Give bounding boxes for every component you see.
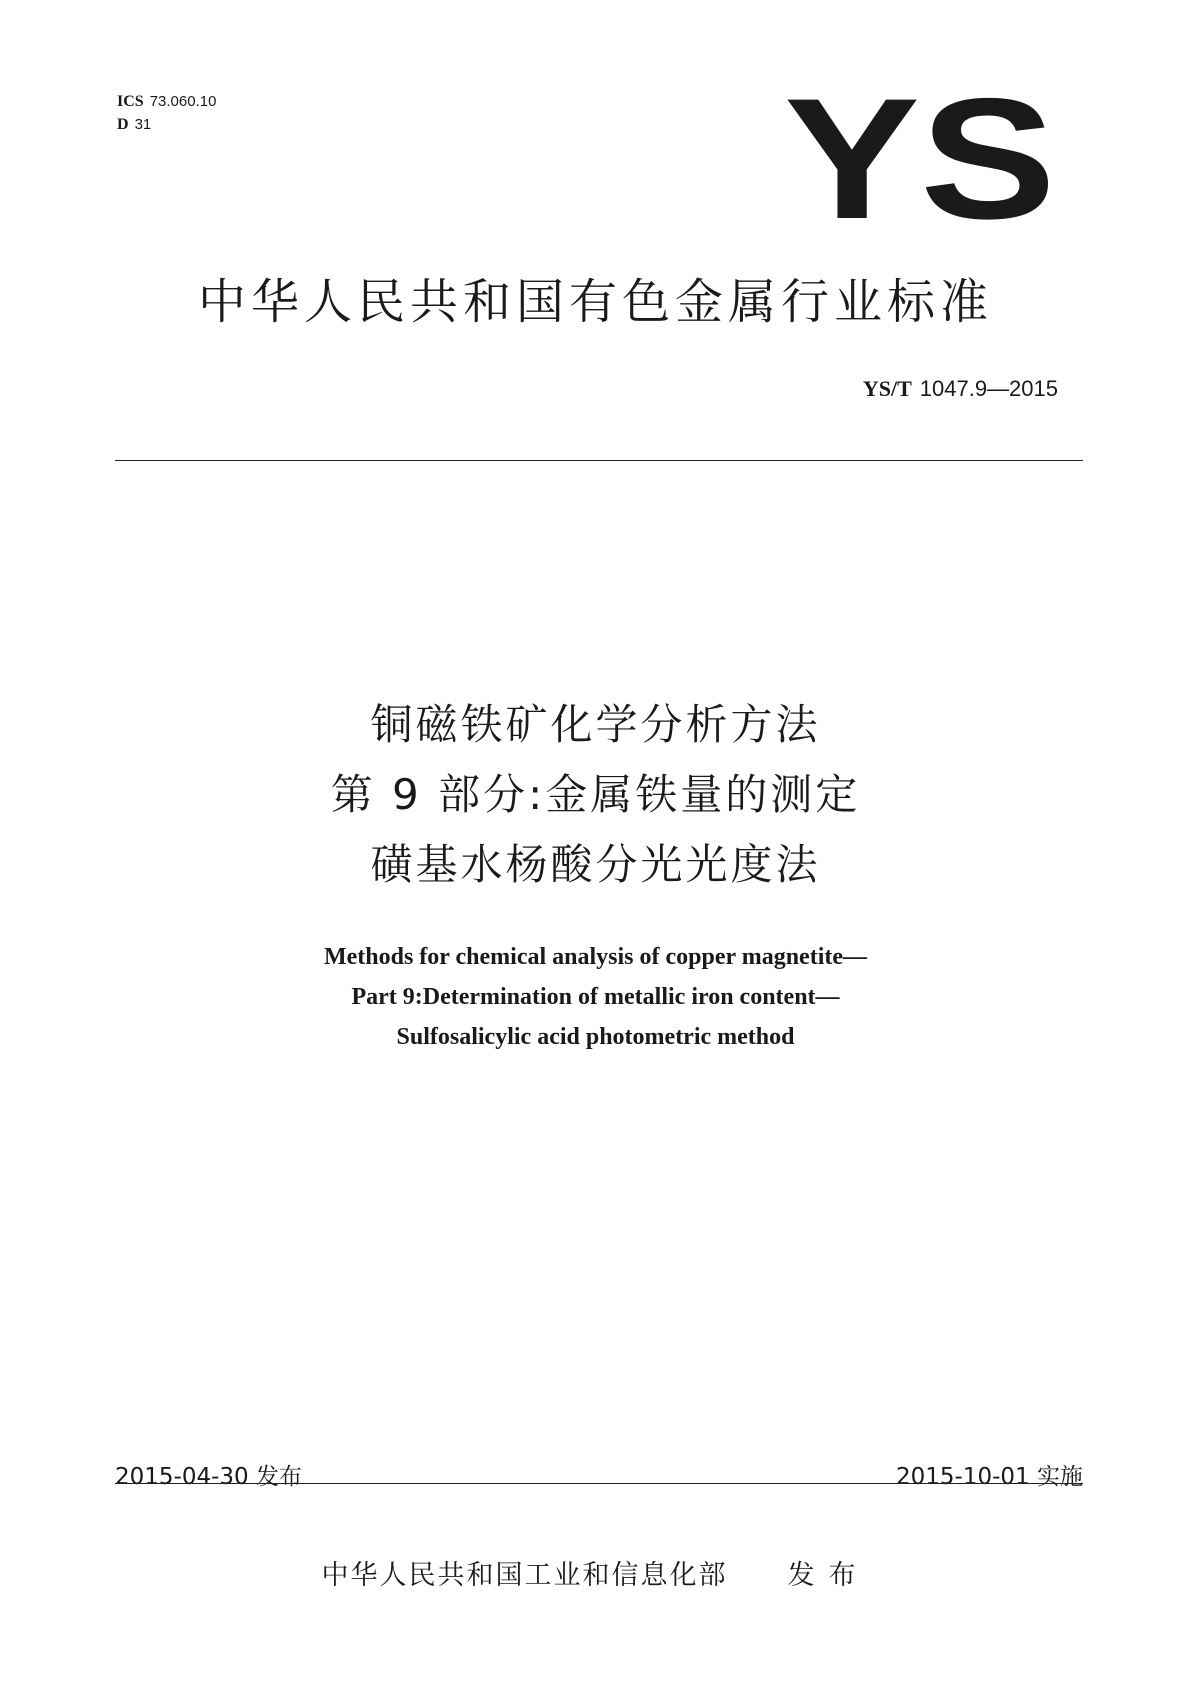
ics-line <box>117 90 216 113</box>
ccs-line <box>117 113 216 136</box>
title-cn-line-1: 铜磁铁矿化学分析方法 <box>370 700 821 749</box>
classification-codes <box>117 90 216 136</box>
ys-logo <box>780 80 1060 240</box>
publisher <box>0 1553 1191 1592</box>
standard-code: YS/T <box>862 376 912 401</box>
issue-date: 2015-04-30 发布 <box>115 1464 302 1490</box>
ics-label: ICS <box>117 93 144 110</box>
publisher-action: 发布 <box>787 1560 870 1591</box>
title-en-line-2: Part 9:Determination of metallic iron content— <box>351 984 840 1010</box>
ccs-value: 31 <box>134 116 152 133</box>
ics-value: 73.060.10 <box>149 93 217 110</box>
title-en-line-1: Methods for chemical analysis of copper magnetite— <box>323 944 868 970</box>
title-cn-line-2: 第 9 部分:金属铁量的测定 <box>330 770 861 819</box>
ccs-label: D <box>117 116 129 133</box>
standard-number-value: 1047.9—2015 <box>919 376 1058 401</box>
ys-logo-text: YS <box>784 80 1056 240</box>
title-en-line-3: Sulfosalicylic acid photometric method <box>396 1024 795 1050</box>
page-title: 中华人民共和国有色金属行业标准 <box>197 274 993 330</box>
bottom-divider <box>115 1483 1083 1484</box>
implementation-date: 2015-10-01 实施 <box>896 1464 1083 1490</box>
standard-number <box>863 376 1058 402</box>
top-divider <box>115 460 1083 461</box>
title-cn <box>0 690 1191 900</box>
title-cn-line-3: 磺基水杨酸分光光度法 <box>370 840 821 889</box>
title-en <box>0 937 1191 1057</box>
publisher-name: 中华人民共和国工业和信息化部 <box>321 1560 728 1591</box>
